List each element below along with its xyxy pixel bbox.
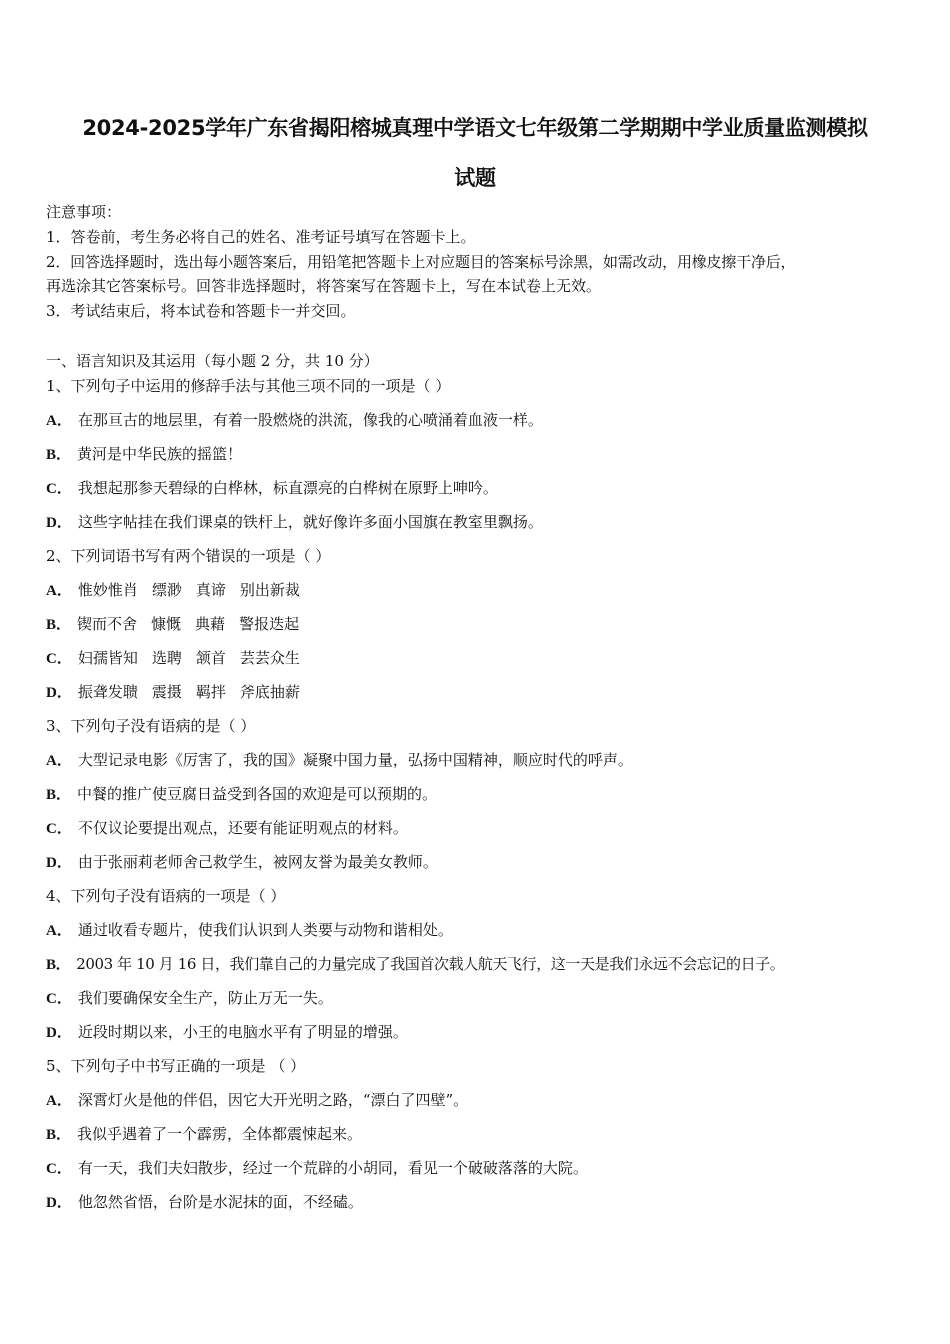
option-letter: A． xyxy=(46,413,72,429)
option-text: 大型记录电影《厉害了，我的国》凝聚中国力量，弘扬中国精神，顺应时代的呼声。 xyxy=(77,751,633,769)
notice-item: 再选涂其它答案标号。回答非选择题时，将答案写在答题卡上，写在本试卷上无效。 xyxy=(46,277,602,295)
option-text: 我想起那参天碧绿的白桦林，标直漂亮的白桦树在原野上呻吟。 xyxy=(77,479,498,497)
option-b xyxy=(46,614,299,635)
option-text: 有一天，我们夫妇散步，经过一个荒辟的小胡同，看见一个破破落落的大院。 xyxy=(77,1159,588,1177)
option-b xyxy=(46,954,784,975)
option-letter: D． xyxy=(46,1195,72,1211)
option-a xyxy=(46,750,633,771)
option-word: 斧底抽薪 xyxy=(239,683,300,701)
option-c xyxy=(46,478,498,499)
option-b xyxy=(46,784,437,805)
option-word: 颔首 xyxy=(195,649,226,667)
option-d xyxy=(46,852,438,873)
option-word: 缥渺 xyxy=(151,581,182,599)
option-word: 慷慨 xyxy=(151,615,182,633)
question-stem: 4、下列句子没有语病的一项是（ ） xyxy=(46,887,286,905)
notice-item: 3．考试结束后，将本试卷和答题卡一并交回。 xyxy=(46,302,356,320)
option-b xyxy=(46,1124,362,1145)
option-text: 黄河是中华民族的摇篮！ xyxy=(77,445,243,463)
notice-heading: 注意事项： xyxy=(46,203,122,221)
option-letter: B． xyxy=(46,1127,72,1143)
option-word: 羁拌 xyxy=(195,683,226,701)
option-text: 通过收看专题片，使我们认识到人类要与动物和谐相处。 xyxy=(77,921,453,939)
option-word: 芸芸众生 xyxy=(239,649,300,667)
option-c xyxy=(46,988,333,1009)
option-letter: C． xyxy=(46,1161,72,1177)
option-letter: C． xyxy=(46,481,72,497)
option-word: 震摄 xyxy=(151,683,182,701)
option-text: 我似乎遇着了一个霹雳，全体都震悚起来。 xyxy=(77,1125,363,1143)
option-a xyxy=(46,920,453,941)
option-a xyxy=(46,580,300,601)
option-word: 振聋发聩 xyxy=(77,683,138,701)
option-letter: C． xyxy=(46,991,72,1007)
option-word: 典藉 xyxy=(195,615,226,633)
section-heading: 一、语言知识及其运用（每小题 2 分，共 10 分） xyxy=(46,352,379,370)
option-letter: D． xyxy=(46,1025,72,1041)
option-letter: D． xyxy=(46,855,72,871)
option-letter: A． xyxy=(46,753,72,769)
option-letter: B． xyxy=(46,787,72,803)
option-d xyxy=(46,1192,363,1213)
question-stem: 3、下列句子没有语病的是（ ） xyxy=(46,717,256,735)
option-word: 选聘 xyxy=(151,649,182,667)
option-b xyxy=(46,444,242,465)
option-letter: D． xyxy=(46,685,72,701)
exam-title-line-1: 2024-2025学年广东省揭阳榕城真理中学语文七年级第二学期期中学业质量监测模拟 xyxy=(82,116,868,140)
option-d xyxy=(46,512,543,533)
option-letter: A． xyxy=(46,1093,72,1109)
option-text: 由于张丽莉老师舍己救学生，被网友誉为最美女教师。 xyxy=(77,853,438,871)
option-text: 在那亘古的地层里，有着一股燃烧的洪流，像我的心喷涌着血液一样。 xyxy=(77,411,543,429)
option-c xyxy=(46,818,408,839)
option-c xyxy=(46,1158,588,1179)
option-text: 这些字帖挂在我们课桌的铁杆上，就好像许多面小国旗在教室里飘扬。 xyxy=(77,513,543,531)
question-stem: 1、下列句子中运用的修辞手法与其他三项不同的一项是（ ） xyxy=(46,377,451,395)
option-word: 警报迭起 xyxy=(239,615,300,633)
notice-item: 1．答卷前，考生务必将自己的姓名、准考证号填写在答题卡上。 xyxy=(46,228,476,246)
option-letter: C． xyxy=(46,651,72,667)
option-a xyxy=(46,1090,468,1111)
option-text: 中餐的推广使豆腐日益受到各国的欢迎是可以预期的。 xyxy=(77,785,438,803)
option-word: 锲而不舍 xyxy=(77,615,138,633)
question-stem: 5、下列句子中书写正确的一项是 （ ） xyxy=(46,1057,306,1075)
option-letter: D． xyxy=(46,515,72,531)
option-text: 2003 年 10 月 16 日，我们靠自己的力量完成了我国首次载人航天飞行，这一天是我们永远不会忘记的日子。 xyxy=(76,955,785,973)
option-word: 真谛 xyxy=(195,581,226,599)
option-text: 深霄灯火是他的伴侣，因它大开光明之路，“漂白了四壁”。 xyxy=(77,1091,469,1109)
option-text: 近段时期以来，小王的电脑水平有了明显的增强。 xyxy=(77,1023,408,1041)
notice-item: 2．回答选择题时，选出每小题答案后，用铅笔把答题卡上对应题目的答案标号涂黑，如需改动，用橡皮擦干净后， xyxy=(46,253,796,271)
option-word: 妇孺皆知 xyxy=(77,649,138,667)
option-d xyxy=(46,1022,408,1043)
option-letter: A． xyxy=(46,583,72,599)
question-stem: 2、下列词语书写有两个错误的一项是（ ） xyxy=(46,547,331,565)
option-text: 不仅议论要提出观点，还要有能证明观点的材料。 xyxy=(77,819,408,837)
option-a xyxy=(46,410,543,431)
option-text: 他忽然省悟，台阶是水泥抹的面，不经磕。 xyxy=(77,1193,363,1211)
option-letter: A． xyxy=(46,923,72,939)
option-letter: C． xyxy=(46,821,72,837)
option-d xyxy=(46,682,300,703)
exam-title-line-2: 试题 xyxy=(454,166,496,190)
option-letter: B． xyxy=(46,957,71,973)
option-word: 别出新裁 xyxy=(239,581,300,599)
option-letter: B． xyxy=(46,617,72,633)
option-text: 我们要确保安全生产，防止万无一失。 xyxy=(77,989,333,1007)
option-c xyxy=(46,648,300,669)
option-word: 惟妙惟肖 xyxy=(77,581,138,599)
option-letter: B． xyxy=(46,447,72,463)
